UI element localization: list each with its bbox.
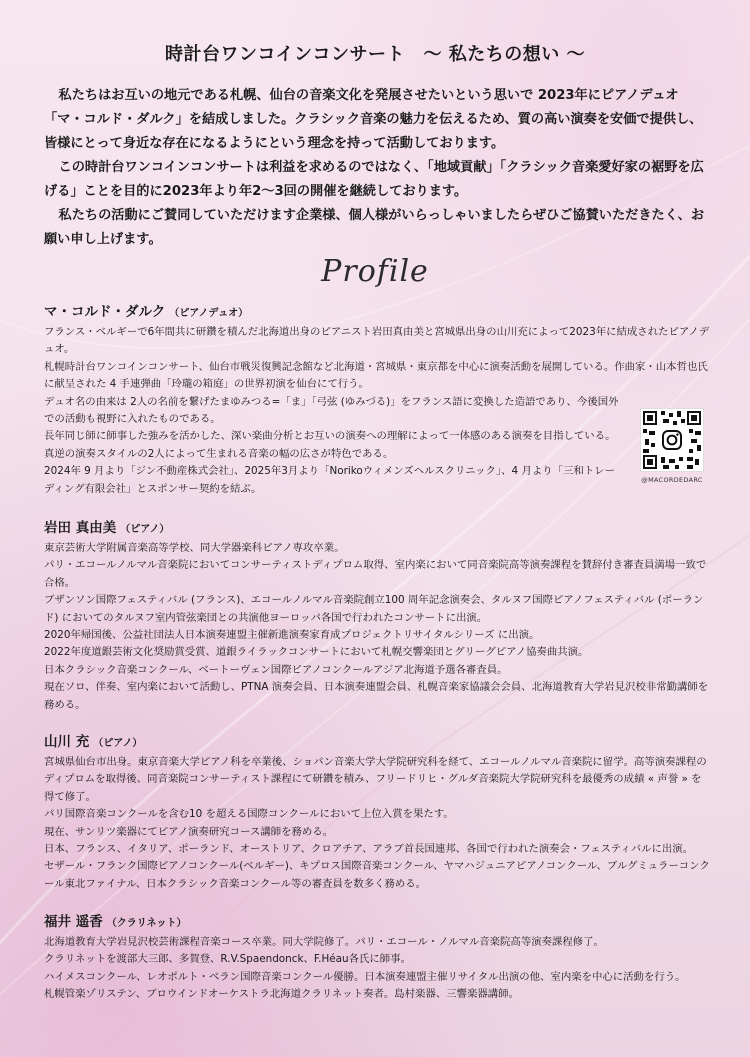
intro-paragraph: 私たちはお互いの地元である札幌、仙台の音楽文化を発展させたいという思いで 2023年にピアノデュオ「マ・コルド・ダルク」を結成しました。クラシック音楽の魅力を伝えるため、質の高い演奏を安価で提供し、皆様にとって身近な存在になるようにという理念を持って活動しております。 [44,88,703,151]
intro-paragraph: この時計台ワンコインコンサートは利益を求めるのではなく、「地域貢献」「クラシック音楽愛好家の裾野を広げる」ことを目的に2023年より年2～3回の開催を継続しております。 [44,160,704,199]
profile-line: 長年同じ師に師事した強みを活かした、深い楽曲分析とお互いの演奏への理解によって一体感のある演奏を目指している。真逆の演奏スタイルの2人によって生まれる音楽の幅の広さが特色である。 [44,430,616,460]
instagram-handle: @MACORDEDARC [641,476,703,484]
duo-name: マ・コルド・ダルク [44,304,166,320]
instagram-qr-code[interactable] [640,408,704,472]
profile-duo [44,300,710,498]
profile-name [44,516,710,536]
profile-line: 2024年 9 月より「ジン不動産株式会社」、2025年3月より「Norikoウィメンズヘルスクリニック」、4 月より「三和トレーディング有限会社」とスポンサー契約を結ぶ。 [44,465,615,495]
yamakawa-name: 山川 充 [44,734,90,750]
duo-role: （ピアノデュオ） [169,308,249,319]
intro-text [44,84,710,252]
profile-fukui [44,910,710,1004]
profile-line: クラリネットを渡部大三郎、多賀登、R.V.Spaendonck、F.Héau各氏に師事。 [44,953,411,966]
profile-body [44,540,710,714]
iwata-role: （ピアノ） [120,524,170,535]
profile-heading: Profile [321,254,429,289]
profile-body [44,324,710,498]
profile-yamakawa [44,730,710,893]
profile-line: 宮城県仙台市出身。東京音楽大学ピアノ科を卒業後、ショパン音楽大学大学院研究科を経て、エコールノルマル音楽院に留学。高等演奏課程のディプロムを取得後、同音楽院コンサーティスト課程にて研鑽を積み、フリードリヒ・グルダ音楽院大学院研究科を最優秀の成績 « 声誉 » を得て修了。 [44,756,707,803]
page-title: 時計台ワンコインコンサート ～ 私たちの想い ～ [165,44,585,65]
profile-body [44,754,710,893]
profile-line: フランス・ベルギーで6年間共に研鑽を積んだ北海道出身のピアニスト岩田真由美と宮城県出身の山川充によって2023年に結成されたピアノデュオ。 [44,326,710,356]
yamakawa-role: （ピアノ） [93,738,143,749]
profile-line: 北海道教育大学岩見沢校芸術課程音楽コース卒業。同大学院修了。パリ・エコール・ノルマル音楽院高等演奏課程修了。 [44,936,604,948]
profile-line: 現在ソロ、伴奏、室内楽において活動し、PTNA 演奏会員、日本演奏連盟会員、札幌音楽家協議会会員、北海道教育大学岩見沢校非常勤講師を務める。 [44,681,709,711]
profile-line: パリ国際音楽コンクールを含む10 を超える国際コンクールにおいて上位入賞を果たす。 [44,808,454,821]
intro-paragraph: 私たちの活動にご賛同していただけます企業様、個人様がいらっしゃいましたらぜひご協賛いただきたく、お願い申し上げます。 [44,208,705,247]
profile-name [44,730,710,750]
profile-line: 2020年帰国後、公益社団法人日本演奏連盟主催新進演奏家育成プロジェクトリサイタルシリーズ に出演。 [44,629,540,642]
profile-line: 日本クラシック音楽コンクール、ベートーヴェン国際ピアノコンクールアジア北海道予選各審査員。 [44,663,508,676]
profile-line: 札幌時計台ワンコインコンサート、仙台市戦災復興記念館など北海道・宮城県・東京都を中心に演奏活動を展開している。作曲家・山本哲也氏に献呈された 4 手連弾曲「玲瓏の箱庭」の世界初演を仙台にて行う。 [44,360,708,391]
profile-line: 日本、フランス、イタリア、ポーランド、オーストリア、クロアチア、アラブ首長国連邦、各国で行われた演奏会・フェスティバルに出演。 [44,843,694,856]
profile-name [44,910,710,930]
profile-line: 東京芸術大学附属音楽高等学校、同大学器楽科ピアノ専攻卒業。 [44,542,345,554]
profile-line: 2022年度道銀芸術文化奨励賞受賞、道銀ライラックコンサートにおいて札幌交響楽団とグリーグピアノ協奏曲共演。 [44,646,589,659]
profile-name [44,300,710,320]
profile-line: セザール・フランク国際ピアノコンクール(ベルギー)、キプロス国際音楽コンクール、ヤマハジュニアピアノコンクール、ブルグミュラーコンクール東北ファイナル、日本クラシック音楽コンクール等の審査員を数多く務める。 [44,860,710,890]
fukui-role: （クラリネット） [106,918,187,929]
profile-line: 札幌管楽ゾリステン、ブロウインドオーケストラ北海道クラリネット奏者。島村楽器、三響楽器講師。 [44,988,519,1001]
profile-line: パリ・エコールノルマル音楽院においてコンサーティストディプロム取得、室内楽において同音楽院高等演奏課程を賛辞付き審査員満場一致で合格。 [44,559,707,589]
profile-line: ブザンソン国際フェスティバル (フランス)、エコールノルマル音楽院創立100 周年記念演奏会、タルヌフ国際ピアノフェスティバル (ポーランド) においてのタルヌフ室内管弦楽団との共演他ヨーロッパ各国で行われたコンサートに出演。 [44,594,704,624]
profile-line: ハイメスコンクール、レオポルト・ベラン国際音楽コンクール優勝。日本演奏連盟主催リサイタル出演の他、室内楽を中心に活動を行う。 [44,970,686,983]
profile-line: デュオ名の由来は 2人の名前を繋げたまゆみつる=「ま」「弓弦 (ゆみづる)」をフランス語に変換した造語であり、今後国外での活動も視野に入れたものである。 [44,395,619,426]
profile-iwata [44,516,710,714]
iwata-name: 岩田 真由美 [44,520,117,536]
profile-body [44,934,710,1004]
profile-line: 現在、サンリツ楽器にてピアノ演奏研究コース講師を務める。 [44,825,334,838]
fukui-name: 福井 遥香 [44,914,103,930]
